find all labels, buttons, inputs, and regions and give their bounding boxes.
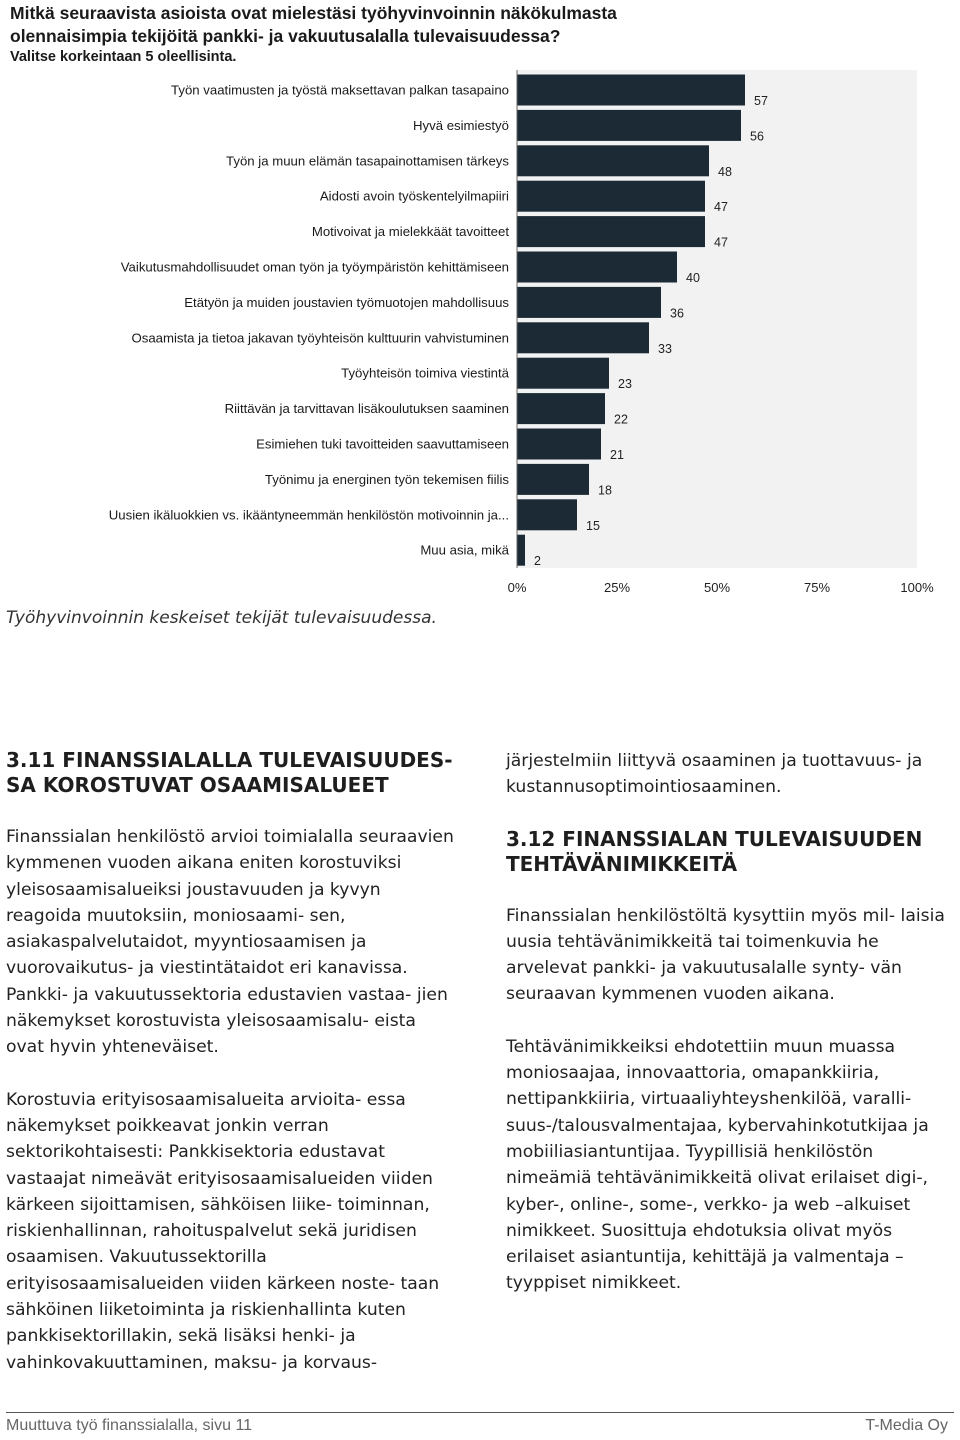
- data-label: 23: [618, 377, 632, 392]
- data-label: 2: [534, 554, 541, 569]
- bar: [517, 287, 661, 318]
- data-label: 21: [610, 448, 624, 462]
- category-label: Etätyön ja muiden joustavien työmuotojen mahdollisuus: [184, 294, 509, 310]
- data-label: 33: [658, 341, 672, 356]
- figure-caption: Työhyvinvoinnin keskeiset tekijät tulevaisuudessa.: [6, 608, 437, 628]
- section-heading-3-12: 3.12 FINANSSIALAN TULEVAISUUDEN TEHTÄVÄNIMIKKEITÄ: [506, 826, 923, 876]
- data-label: 56: [750, 129, 764, 144]
- bar: [517, 499, 577, 530]
- category-label: Vaikutusmahdollisuudet oman työn ja työympäristön kehittämiseen: [120, 259, 509, 275]
- footer-publisher: T-Media Oy: [865, 1417, 948, 1434]
- bar: [517, 535, 525, 566]
- right-column: [506, 748, 954, 1323]
- bar: [517, 181, 705, 212]
- bar: [517, 358, 609, 389]
- category-label: Motivoivat ja mielekkäät tavoitteet: [311, 224, 509, 240]
- x-tick-label: 0%: [507, 580, 527, 595]
- survey-question-line-2: olennaisimpia tekijöitä pankki- ja vakuutusalalla tulevaisuudessa?: [10, 26, 561, 46]
- bar: [517, 252, 677, 283]
- bar-chart: [0, 0, 960, 600]
- footer-divider: [6, 1412, 954, 1413]
- survey-question-line-1: Mitkä seuraavista asioista ovat mielestäsi työhyvinvoinnin näkökulmasta: [10, 3, 617, 23]
- bar: [517, 216, 705, 247]
- data-label: 47: [714, 200, 728, 215]
- data-label: 48: [718, 164, 732, 179]
- category-label: Työnimu ja energinen työn tekemisen fiilis: [264, 471, 509, 487]
- category-label: Hyvä esimiestyö: [412, 117, 509, 133]
- data-label: 57: [754, 94, 768, 108]
- category-label: Työn ja muun elämän tasapainottamisen tärkeys: [226, 153, 509, 169]
- x-tick-label: 100%: [900, 580, 934, 595]
- category-label: Riittävän ja tarvittavan lisäkoulutuksen saaminen: [224, 401, 509, 417]
- bar: [517, 110, 741, 141]
- category-label: Osaamista ja tietoa jakavan työyhteisön kulttuurin vahvistuminen: [131, 330, 509, 346]
- data-label: 15: [586, 518, 600, 533]
- data-label: 36: [670, 306, 684, 321]
- bar: [517, 464, 589, 495]
- data-label: 22: [614, 412, 628, 427]
- paragraph-continuation: järjestelmiin liittyvä osaaminen ja tuottavuus- ja kustannusoptimointiosaaminen.: [506, 751, 923, 798]
- left-column: [6, 748, 454, 1402]
- data-label: 40: [686, 271, 700, 285]
- x-tick-label: 75%: [803, 580, 831, 595]
- category-label: Työn vaatimusten ja työstä maksettavan palkan tasapaino: [171, 82, 509, 98]
- category-label: Aidosti avoin työskentelyilmapiiri: [319, 188, 509, 204]
- data-label: 18: [598, 483, 612, 498]
- bar: [517, 75, 745, 106]
- paragraph: Korostuvia erityisosaamisalueita arvioita- essa näkemykset poikkeavat jonkin verran sektorikohtaisesti: Pankkisektoria edustavat vastaajat nimeävät erityisosaamisalueiden viiden kärkeen sijoittamisen, sähköisen liike- toiminnan, riskienhallinnan, rahoituspalvelut sekä juridisen osaamisen. Vakuutussektorilla erityisosaamisalueiden viiden kärkeen noste- taan sähköinen liiketoiminta ja riskienhallinta kuten pankkisektorillakin, sekä lisäksi henki- ja vahinkovakuuttaminen, maksu- ja korvaus-: [6, 1089, 440, 1373]
- category-label: Työyhteisön toimiva viestintä: [341, 365, 509, 381]
- bar: [517, 429, 601, 460]
- x-tick-label: 25%: [603, 580, 631, 595]
- paragraph: Tehtävänimikkeiksi ehdotettiin muun muassa moniosaajaa, innovaattoria, omapankkiiria, nettipankkiiria, virtuaaliyhteyshenkilöä, varalli- suus-/talousvalmentajaa, kybervahinkotutkijaa ja mobiiliasiantuntijaa. Tyypillisiä henkilöstön nimeämiä tehtävänimikkeitä olivat erilaiset digi-, kyber-, online-, some-, verkko- ja web –alkuiset nimikkeet. Suosittuja ehdotuksia olivat myös erilaiset asiantuntija, kehittäjä ja valmentaja –tyyppiset nimikkeet.: [506, 1036, 929, 1294]
- x-tick-label: 50%: [703, 580, 731, 595]
- bar: [517, 322, 649, 353]
- category-label: Esimiehen tuki tavoitteiden saavuttamiseen: [256, 436, 509, 452]
- section-heading-3-11: 3.11 FINANSSIALALLA TULEVAISUUDES- SA KOROSTUVAT OSAAMISALUEET: [6, 748, 453, 797]
- survey-instruction: Valitse korkeintaan 5 oleellisinta.: [10, 49, 237, 65]
- data-label: 47: [714, 235, 728, 250]
- category-label: Uusien ikäluokkien vs. ikääntyneemmän henkilöstön motivoinnin ja...: [108, 507, 509, 523]
- bar: [517, 145, 709, 176]
- category-label: Muu asia, mikä: [420, 542, 509, 558]
- bar: [517, 393, 605, 424]
- paragraph: Finanssialan henkilöstö arvioi toimialalla seuraavien kymmenen vuoden aikana eniten korostuviksi yleisosaamisalueiksi joustavuuden ja kyvyn reagoida muutoksiin, moniosaami- sen, asiakaspalvelutaidot, myyntiosaamisen ja vuorovaikutus- ja viestintätaidot eri kanavissa. Pankki- ja vakuutussektoria edustavien vastaa- jien näkemykset korostuvista yleisosaamisalu- eista ovat hyvin yhteneväiset.: [6, 827, 454, 1058]
- footer-page-label: Muuttuva työ finanssialalla, sivu 11: [6, 1417, 253, 1434]
- paragraph: Finanssialan henkilöstöltä kysyttiin myös mil- laisia uusia tehtävänimikkeitä tai toimenkuvia he arvelevat pankki- ja vakuutusalalle synty- vän seuraavan kymmenen vuoden aikana.: [506, 905, 945, 1005]
